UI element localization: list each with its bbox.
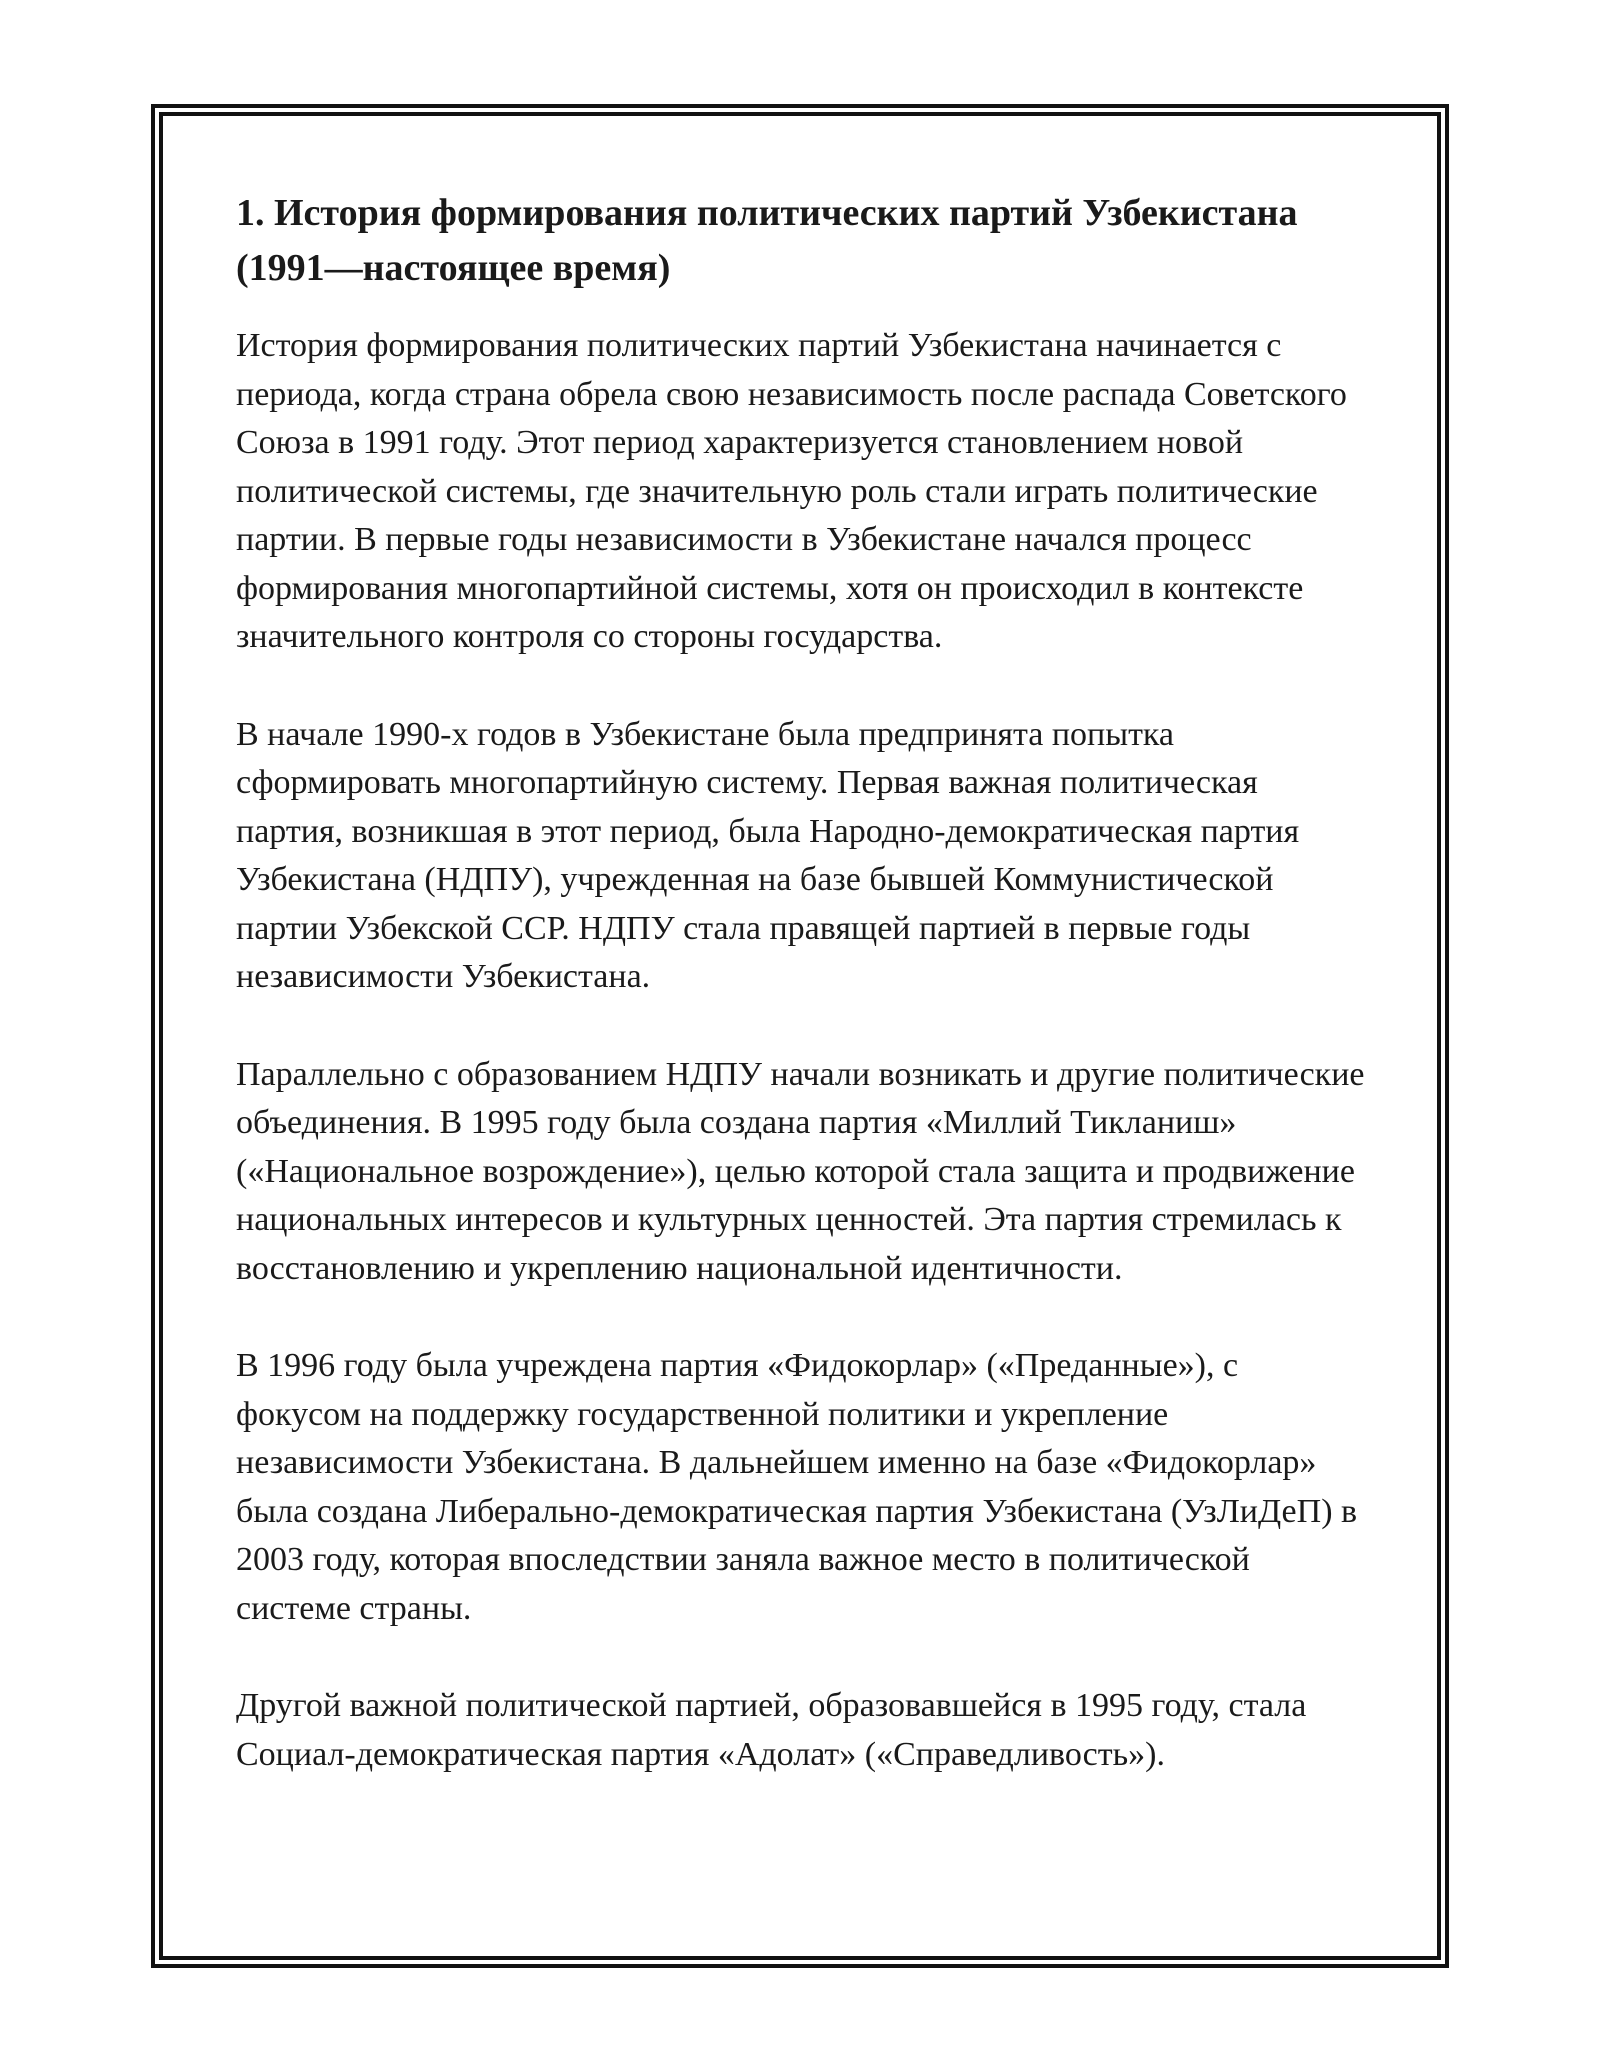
section-heading: 1. История формирования политических партий Узбекистана (1991—настоящее время)	[236, 192, 1298, 289]
paragraph-4: В 1996 году была учреждена партия «Фидокорлар» («Преданные»), с фокусом на поддержку государственной политики и укрепление независимости Узбекистана. В дальнейшем именно на базе «Фидокорлар» была создана Либерально-демократическая партия Узбекистана (УзЛиДеП) в 2003 году, которая впоследствии заняла важное место в политической системе страны.	[236, 1347, 1358, 1627]
paragraph-5: Другой важной политической партией, образовавшейся в 1995 году, стала Социал-демократическая партия «Адолат» («Справедливость»).	[236, 1687, 1307, 1773]
paragraph-2: В начале 1990-х годов в Узбекистане была предпринята попытка сформировать многопартийную систему. Первая важная политическая партия, возникшая в этот период, была Народно-демократическая партия Узбекистана (НДПУ), учрежденная на базе бывшей Коммунистической партии Узбекской ССР. НДПУ стала правящей партией в первые годы независимости Узбекистана.	[236, 715, 1300, 995]
document-body	[236, 186, 1366, 1828]
paragraph-3: Параллельно с образованием НДПУ начали возникать и другие политические объединения. В 1995 году была создана партия «Миллий Тикланиш» («Национальное возрождение»), целью которой стала защита и продвижение национальных интересов и культурных ценностей. Эта партия стремилась к восстановлению и укреплению национальной идентичности.	[236, 1055, 1365, 1287]
paragraph-1: История формирования политических партий Узбекистана начинается с периода, когда страна обрела свою независимость после распада Советского Союза в 1991 году. Этот период характеризуется становлением новой политической системы, где значительную роль стали играть политические партии. В первые годы независимости в Узбекистане начался процесс формирования многопартийной системы, хотя он происходил в контексте значительного контроля со стороны государства.	[236, 327, 1347, 655]
